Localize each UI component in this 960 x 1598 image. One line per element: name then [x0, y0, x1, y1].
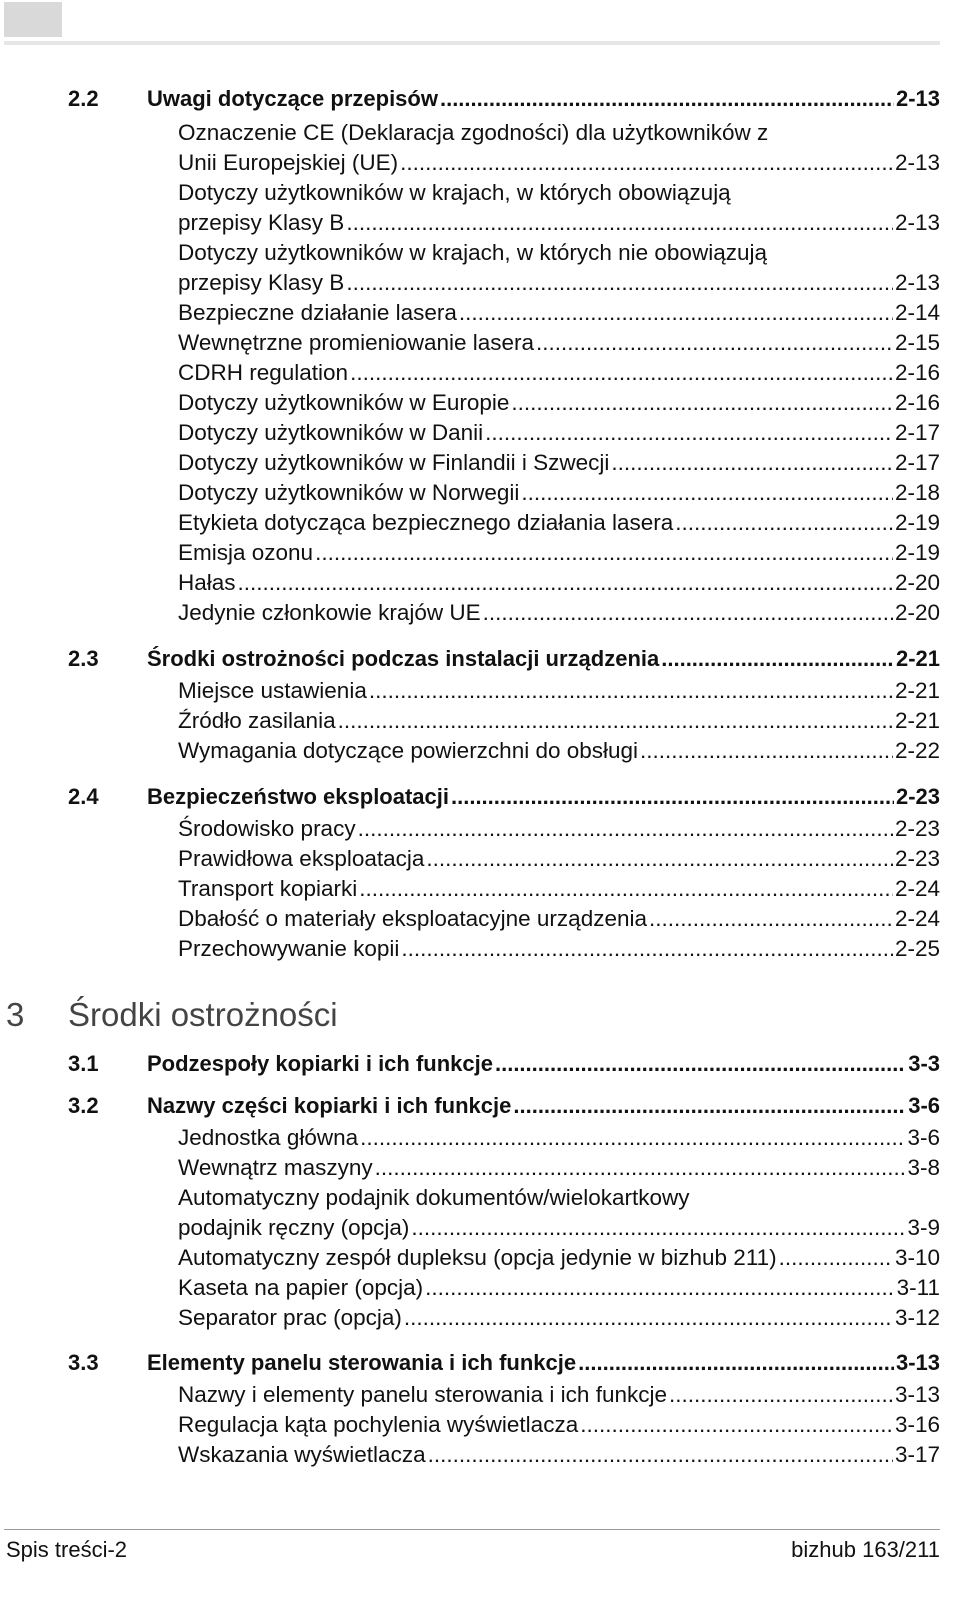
toc-entry-row[interactable]	[0, 238, 960, 268]
page-number: 2-24	[894, 906, 940, 931]
dot-leader	[485, 418, 893, 448]
toc-entry-row[interactable]	[0, 1440, 960, 1470]
toc-section-row[interactable]	[0, 782, 960, 812]
page-number: 2-21	[894, 708, 940, 733]
page-number: 3-11	[896, 1275, 940, 1300]
dot-leader	[611, 448, 893, 478]
toc-section-row[interactable]	[0, 1091, 960, 1121]
entry-title: Unii Europejskiej (UE)	[178, 150, 399, 175]
entry-title: Transport kopiarki	[178, 876, 358, 901]
toc-entry-row[interactable]	[0, 1243, 960, 1273]
dot-leader	[346, 268, 893, 298]
entry-title: Dotyczy użytkowników w krajach, w których nie obowiązują	[178, 240, 767, 265]
dot-leader	[536, 328, 893, 358]
page-number: 2-19	[894, 510, 940, 535]
entry-title: Separator prac (opcja)	[178, 1305, 402, 1330]
page-number: 3-16	[894, 1412, 940, 1437]
dot-leader	[401, 934, 893, 964]
entry-title: Hałas	[178, 570, 236, 595]
toc-entry-row[interactable]	[0, 508, 960, 538]
entry-title: podajnik ręczny (opcja)	[178, 1215, 410, 1240]
entry-title: Jednostka główna	[178, 1125, 359, 1150]
toc-entry-row[interactable]	[0, 1303, 960, 1333]
top-rule	[4, 41, 940, 45]
toc-chapter-heading[interactable]	[0, 993, 960, 1037]
toc-entry-row[interactable]	[0, 478, 960, 508]
dot-leader	[495, 1049, 906, 1079]
section-title: Podzespoły kopiarki i ich funkcje	[147, 1051, 493, 1076]
page-number: 2-23	[894, 846, 940, 871]
toc-entry-row[interactable]	[0, 208, 960, 238]
dot-leader	[359, 874, 893, 904]
entry-title: Dotyczy użytkowników w Norwegii	[178, 480, 520, 505]
entry-title: Bezpieczne działanie lasera	[178, 300, 457, 325]
page-number: 3-9	[907, 1215, 940, 1240]
page-number: 3-3	[908, 1051, 940, 1076]
dot-leader	[779, 1243, 893, 1273]
toc-entry-row[interactable]	[0, 118, 960, 148]
toc-entry-row[interactable]	[0, 358, 960, 388]
footer-product-name: bizhub 163/211	[791, 1537, 940, 1562]
page-number: 2-21	[895, 646, 940, 671]
dot-leader	[411, 1213, 905, 1243]
page-number: 2-17	[894, 420, 940, 445]
entry-title: Dotyczy użytkowników w krajach, w których obowiązują	[178, 180, 731, 205]
toc-entry-row[interactable]	[0, 1123, 960, 1153]
dot-leader	[669, 1380, 893, 1410]
entry-title: Dbałość o materiały eksploatacyjne urządzenia	[178, 906, 647, 931]
toc-entry-row[interactable]	[0, 904, 960, 934]
page-number: 2-18	[894, 480, 940, 505]
section-number: 3.2	[68, 1093, 99, 1118]
page-number: 2-13	[894, 210, 940, 235]
dot-leader	[425, 1273, 894, 1303]
toc-section-row[interactable]	[0, 84, 960, 114]
page-number: 3-13	[894, 1382, 940, 1407]
toc-entry-row[interactable]	[0, 1410, 960, 1440]
entry-title: Regulacja kąta pochylenia wyświetlacza	[178, 1412, 579, 1437]
footer-rule	[4, 1529, 940, 1530]
dot-leader	[338, 706, 893, 736]
entry-title: Miejsce ustawienia	[178, 678, 367, 703]
page-number: 2-13	[895, 86, 940, 111]
section-number: 3.3	[68, 1350, 99, 1375]
page-number: 2-13	[894, 150, 940, 175]
page-number: 2-23	[895, 784, 940, 809]
entry-title: Środowisko pracy	[178, 816, 356, 841]
entry-title: przepisy Klasy B	[178, 210, 345, 235]
toc-entry-row[interactable]	[0, 418, 960, 448]
toc-entry-row[interactable]	[0, 568, 960, 598]
page-number: 3-6	[908, 1093, 940, 1118]
dot-leader	[511, 388, 893, 418]
section-title: Elementy panelu sterowania i ich funkcje	[147, 1350, 577, 1375]
dot-leader	[238, 568, 893, 598]
toc-entry-row[interactable]	[0, 268, 960, 298]
dot-leader	[426, 844, 893, 874]
toc-entry-row[interactable]	[0, 1213, 960, 1243]
page-number: 2-20	[894, 570, 940, 595]
entry-title: przepisy Klasy B	[178, 270, 345, 295]
dot-leader	[315, 538, 893, 568]
page-number: 2-23	[894, 816, 940, 841]
toc-entry-row[interactable]	[0, 148, 960, 178]
corner-tab	[4, 2, 62, 37]
dot-leader	[346, 208, 893, 238]
toc-entry-row[interactable]	[0, 328, 960, 358]
page-number: 2-19	[894, 540, 940, 565]
entry-title: Emisja ozonu	[178, 540, 314, 565]
dot-leader	[440, 84, 894, 114]
toc-entry-row[interactable]	[0, 298, 960, 328]
dot-leader	[521, 478, 893, 508]
dot-leader	[513, 1091, 906, 1121]
toc-entry-row[interactable]	[0, 1380, 960, 1410]
toc-section-row[interactable]	[0, 1049, 960, 1079]
page-number: 3-17	[894, 1442, 940, 1467]
chapter-title: Środki ostrożności	[68, 996, 338, 1033]
entry-title: Przechowywanie kopii	[178, 936, 400, 961]
page-number: 2-13	[894, 270, 940, 295]
dot-leader	[483, 598, 893, 628]
toc-entry-row[interactable]	[0, 1153, 960, 1183]
chapter-number: 3	[6, 996, 25, 1033]
toc-entry-row[interactable]	[0, 178, 960, 208]
entry-title: Etykieta dotycząca bezpiecznego działania lasera	[178, 510, 674, 535]
section-number: 2.3	[68, 646, 99, 671]
entry-title: Dotyczy użytkowników w Finlandii i Szwecji	[178, 450, 610, 475]
section-title: Nazwy części kopiarki i ich funkcje	[147, 1093, 512, 1118]
dot-leader	[451, 782, 894, 812]
page-number: 2-20	[894, 600, 940, 625]
page-number: 2-22	[894, 738, 940, 763]
entry-title: Wewnątrz maszyny	[178, 1155, 373, 1180]
toc-section-row[interactable]	[0, 644, 960, 674]
dot-leader	[375, 1153, 906, 1183]
toc-entry-row[interactable]	[0, 1273, 960, 1303]
footer-page-label: Spis treści-2	[6, 1537, 128, 1562]
section-title: Środki ostrożności podczas instalacji urządzenia	[147, 646, 660, 671]
entry-title: Jedynie członkowie krajów UE	[178, 600, 481, 625]
toc-entry-row[interactable]	[0, 934, 960, 964]
dot-leader	[675, 508, 893, 538]
toc-entry-row[interactable]	[0, 388, 960, 418]
entry-title: Nazwy i elementy panelu sterowania i ich funkcje	[178, 1382, 667, 1407]
entry-title: Prawidłowa eksploatacja	[178, 846, 425, 871]
page-number: 2-14	[894, 300, 940, 325]
toc-entry-row[interactable]	[0, 448, 960, 478]
dot-leader	[459, 298, 893, 328]
toc-entry-row[interactable]	[0, 706, 960, 736]
entry-title: Wewnętrzne promieniowanie lasera	[178, 330, 535, 355]
toc-entry-row[interactable]	[0, 598, 960, 628]
dot-leader	[640, 736, 893, 766]
dot-leader	[428, 1440, 893, 1470]
page-number: 3-8	[907, 1155, 940, 1180]
dot-leader	[404, 1303, 893, 1333]
entry-title: Dotyczy użytkowników w Danii	[178, 420, 484, 445]
page-number: 2-24	[894, 876, 940, 901]
entry-title: Kaseta na papier (opcja)	[178, 1275, 424, 1300]
toc-entry-row[interactable]	[0, 874, 960, 904]
entry-title: CDRH regulation	[178, 360, 349, 385]
section-title: Bezpieczeństwo eksploatacji	[147, 784, 449, 809]
entry-title: Dotyczy użytkowników w Europie	[178, 390, 510, 415]
entry-title: Wskazania wyświetlacza	[178, 1442, 426, 1467]
dot-leader	[350, 358, 893, 388]
toc-entry-row[interactable]	[0, 538, 960, 568]
entry-title: Źródło zasilania	[178, 708, 336, 733]
dot-leader	[580, 1410, 893, 1440]
section-number: 2.4	[68, 784, 99, 809]
section-number: 2.2	[68, 86, 99, 111]
entry-title: Automatyczny podajnik dokumentów/wielokartkowy	[178, 1185, 690, 1210]
toc-entry-row[interactable]	[0, 1183, 960, 1213]
page-number: 3-6	[907, 1125, 940, 1150]
toc-entry-row[interactable]	[0, 676, 960, 706]
entry-title: Oznaczenie CE (Deklaracja zgodności) dla użytkowników z	[178, 120, 769, 145]
toc-section-row[interactable]	[0, 1348, 960, 1378]
entry-title: Wymagania dotyczące powierzchni do obsługi	[178, 738, 639, 763]
dot-leader	[578, 1348, 894, 1378]
section-title: Uwagi dotyczące przepisów	[147, 86, 438, 111]
entry-title: Automatyczny zespół dupleksu (opcja jedynie w bizhub 211)	[178, 1245, 777, 1270]
dot-leader	[400, 148, 893, 178]
page-number: 3-12	[894, 1305, 940, 1330]
page-number: 2-21	[894, 678, 940, 703]
toc-entry-row[interactable]	[0, 844, 960, 874]
dot-leader	[369, 676, 893, 706]
page-number: 3-10	[894, 1245, 940, 1270]
dot-leader	[358, 814, 893, 844]
page-number: 3-13	[895, 1350, 940, 1375]
section-number: 3.1	[68, 1051, 99, 1076]
page-number: 2-16	[894, 390, 940, 415]
page-number: 2-25	[894, 936, 940, 961]
dot-leader	[649, 904, 893, 934]
toc-entry-row[interactable]	[0, 814, 960, 844]
page-number: 2-17	[894, 450, 940, 475]
page-number: 2-16	[894, 360, 940, 385]
page-number: 2-15	[894, 330, 940, 355]
dot-leader	[661, 644, 894, 674]
dot-leader	[360, 1123, 905, 1153]
toc-entry-row[interactable]	[0, 736, 960, 766]
